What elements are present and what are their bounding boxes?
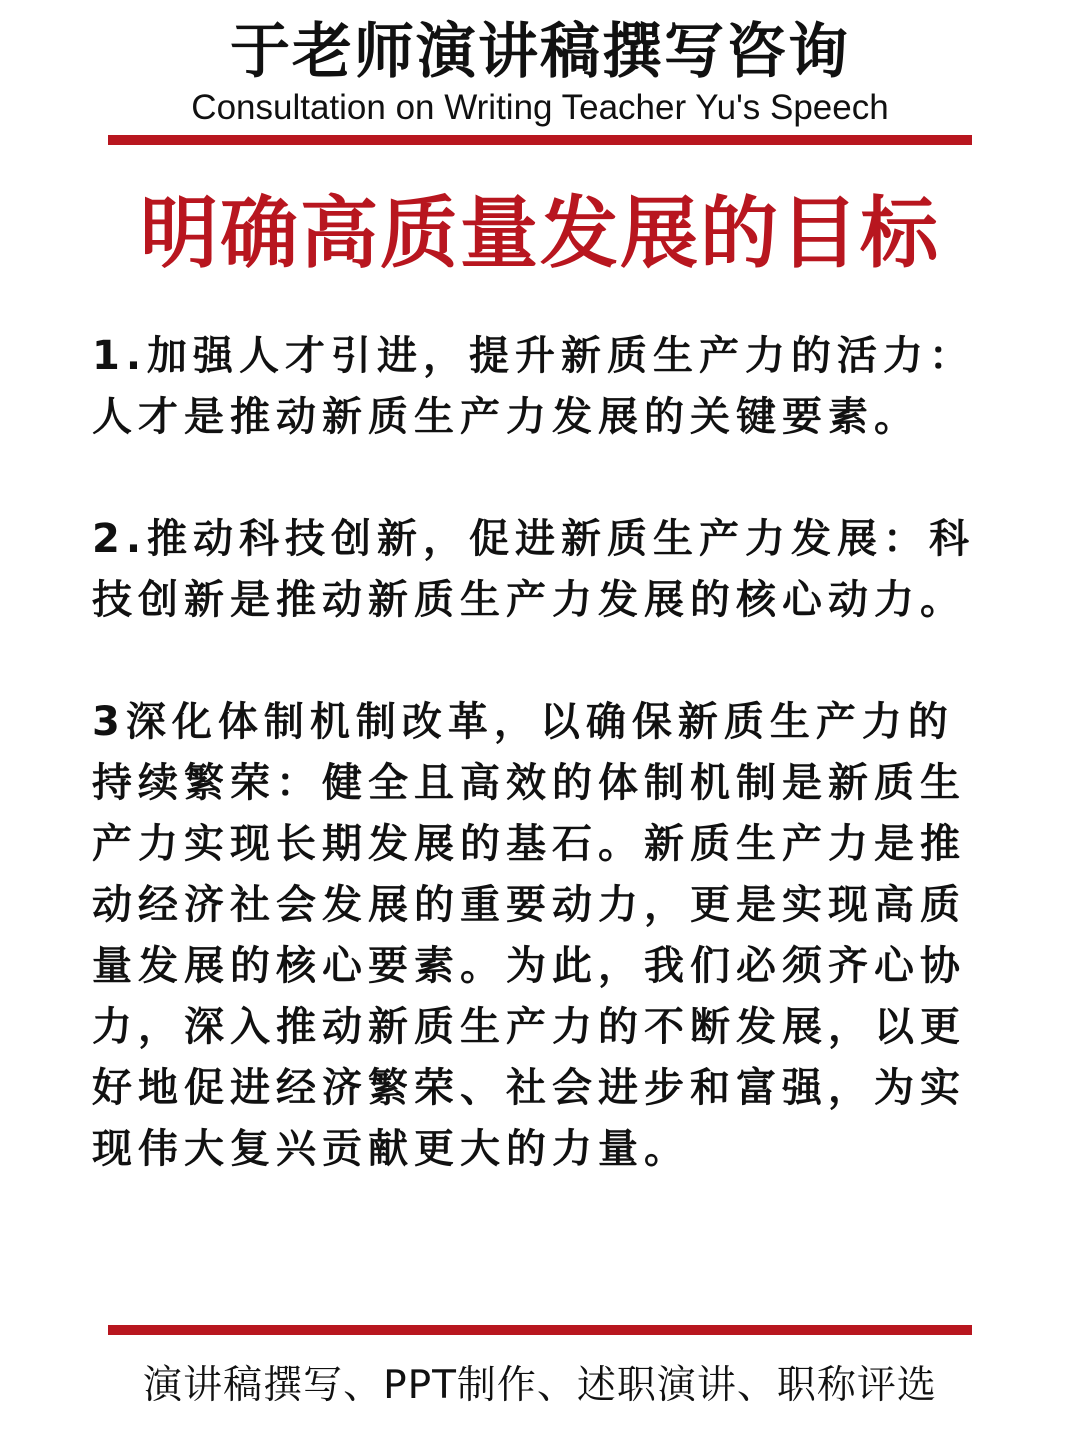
- header-subtitle: Consultation on Writing Teacher Yu's Speech: [191, 88, 889, 127]
- paragraph-1: 1.加强人才引进，提升新质生产力的活力：人才是推动新质生产力发展的关键要素。: [92, 333, 976, 440]
- article-body: [92, 326, 988, 1180]
- footer-service-tags: 演讲稿撰写、PPT制作、述职演讲、职称评选: [143, 1363, 937, 1408]
- bottom-divider: [108, 1325, 972, 1335]
- header-title: 于老师演讲稿撰写咨询: [230, 17, 850, 87]
- paragraph-2: 2.推动科技创新，促进新质生产力发展：科技创新是推动新质生产力发展的核心动力。: [92, 516, 976, 623]
- top-divider: [108, 135, 972, 145]
- page-title: 明确高质量发展的目标: [139, 189, 940, 279]
- paragraph-3: 3深化体制机制改革，以确保新质生产力的持续繁荣：健全且高效的体制机制是新质生产力实现长期发展的基石。新质生产力是推动经济社会发展的重要动力，更是实现高质量发展的核心要素。为此，我们必须齐心协力，深入推动新质生产力的不断发展，以更好地促进经济繁荣、社会进步和富强，为实现伟大复兴贡献更大的力量。: [92, 699, 966, 1172]
